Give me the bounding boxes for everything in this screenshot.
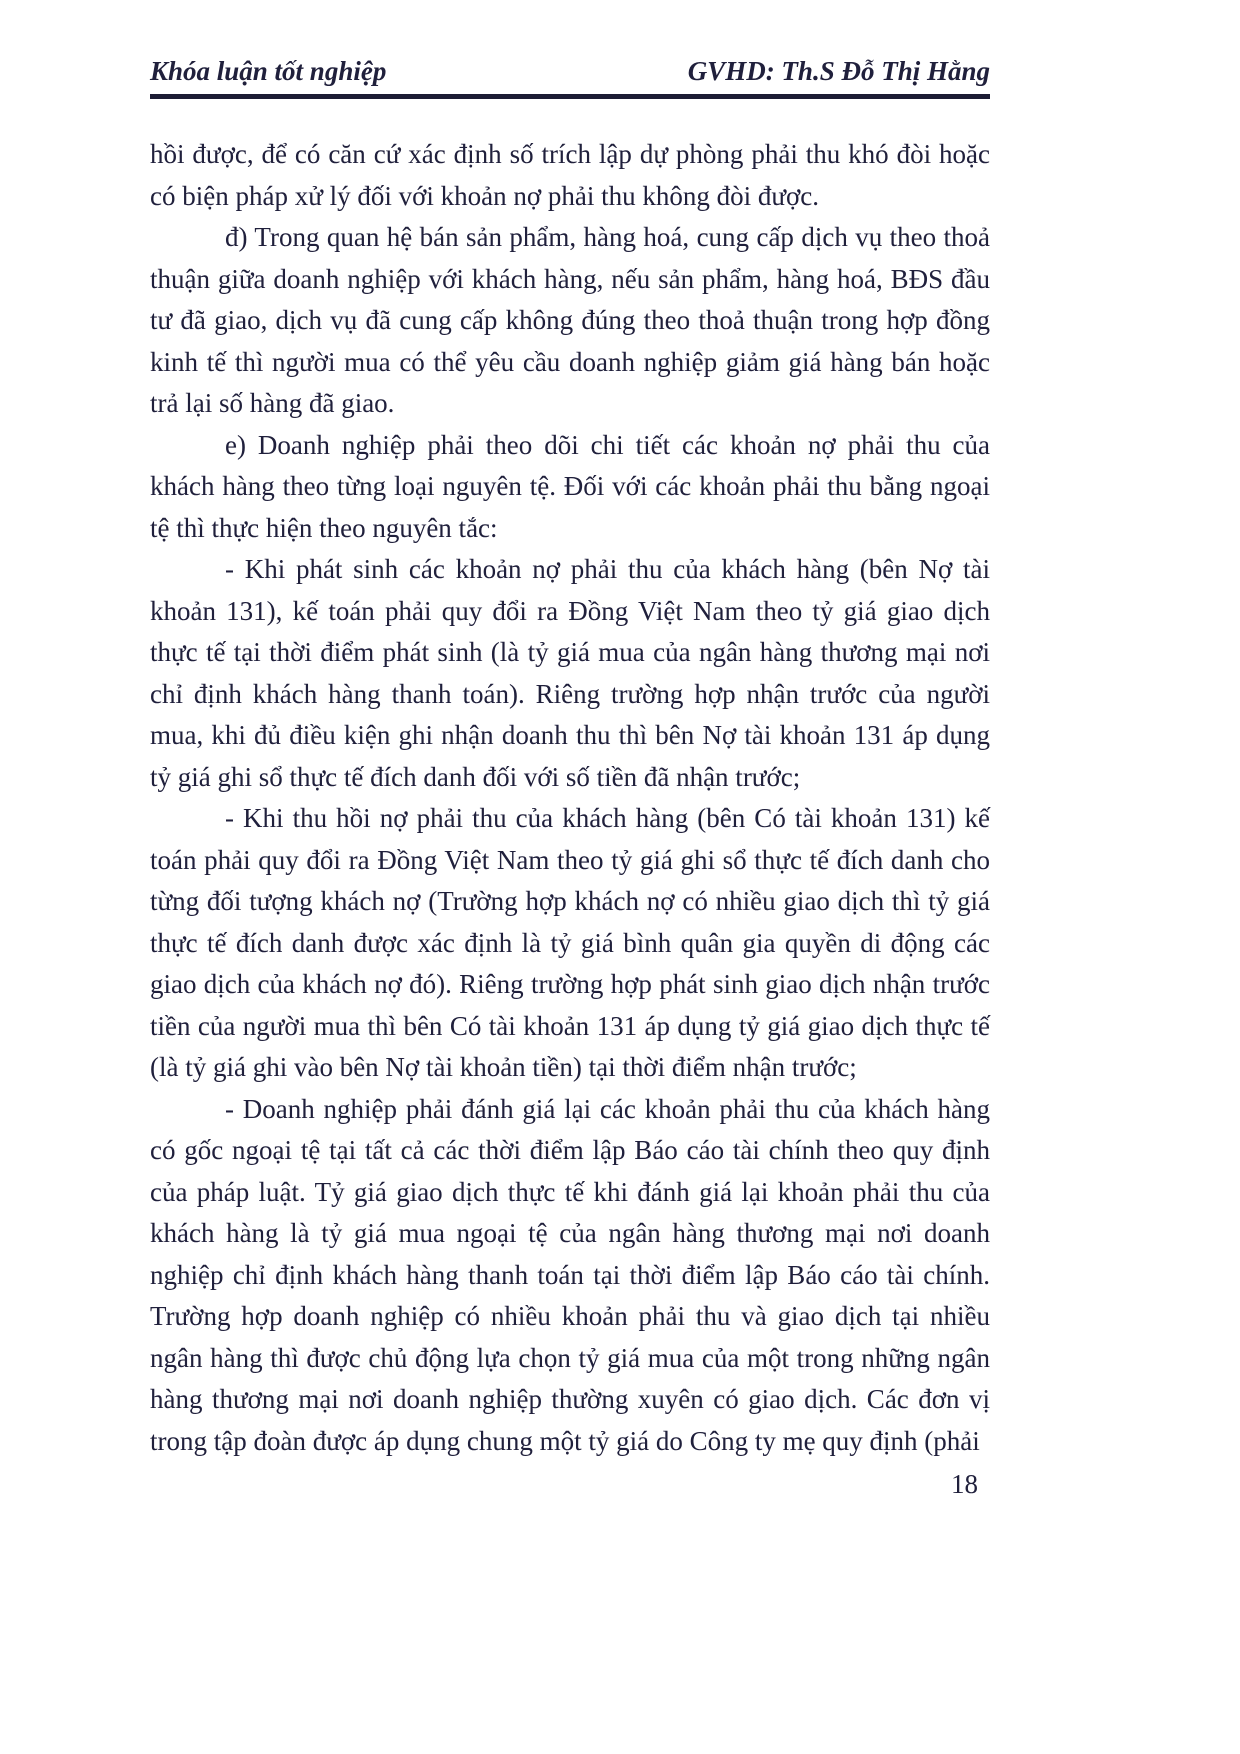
page-footer bbox=[951, 1468, 978, 1500]
paragraph-bullet-1: - Khi phát sinh các khoản nợ phải thu của khách hàng (bên Nợ tài khoản 131), kế toán phải quy đổi ra Đồng Việt Nam theo tỷ giá giao dịch thực tế tại thời điểm phát sinh (là tỷ giá mua của ngân hàng thương mại nơi chỉ định khách hàng thanh toán). Riêng trường hợp nhận trước của người mua, khi đủ điều kiện ghi nhận doanh thu thì bên Nợ tài khoản 131 áp dụng tỷ giá ghi sổ thực tế đích danh đối với số tiền đã nhận trước; bbox=[150, 554, 990, 792]
page-number: 18 bbox=[951, 1469, 978, 1499]
document-body bbox=[150, 134, 990, 1462]
paragraph-continuation: hồi được, để có căn cứ xác định số trích lập dự phòng phải thu khó đòi hoặc có biện pháp xử lý đối với khoản nợ phải thu không đòi được. bbox=[150, 139, 990, 211]
page-header bbox=[150, 55, 990, 87]
paragraph-bullet-2: - Khi thu hồi nợ phải thu của khách hàng (bên Có tài khoản 131) kế toán phải quy đổi ra Đồng Việt Nam theo tỷ giá ghi sổ thực tế đích danh cho từng đối tượng khách nợ (Trường hợp khách nợ có nhiều giao dịch thì tỷ giá thực tế đích danh được xác định là tỷ giá bình quân gia quyền di động các giao dịch của khách nợ đó). Riêng trường hợp phát sinh giao dịch nhận trước tiền của người mua thì bên Có tài khoản 131 áp dụng tỷ giá giao dịch thực tế (là tỷ giá ghi vào bên Nợ tài khoản tiền) tại thời điểm nhận trước; bbox=[150, 803, 990, 1083]
paragraph-bullet-3: - Doanh nghiệp phải đánh giá lại các khoản phải thu của khách hàng có gốc ngoại tệ tại tất cả các thời điểm lập Báo cáo tài chính theo quy định của pháp luật. Tỷ giá giao dịch thực tế khi đánh giá lại khoản phải thu của khách hàng là tỷ giá mua ngoại tệ của ngân hàng thương mại nơi doanh nghiệp chỉ định khách hàng thanh toán tại thời điểm lập Báo cáo tài chính. Trường hợp doanh nghiệp có nhiều khoản phải thu và giao dịch tại nhiều ngân hàng thì được chủ động lựa chọn tỷ giá mua của một trong những ngân hàng thương mại nơi doanh nghiệp thường xuyên có giao dịch. Các đơn vị trong tập đoàn được áp dụng chung một tỷ giá do Công ty mẹ quy định (phải bbox=[150, 1093, 990, 1456]
header-rule bbox=[150, 94, 990, 99]
header-title-right: GVHD: Th.S Đỗ Thị Hằng bbox=[687, 56, 990, 86]
paragraph-item-d: đ) Trong quan hệ bán sản phẩm, hàng hoá, cung cấp dịch vụ theo thoả thuận giữa doanh nghiệp với khách hàng, nếu sản phẩm, hàng hoá, BĐS đầu tư đã giao, dịch vụ đã cung cấp không đúng theo thoả thuận trong hợp đồng kinh tế thì người mua có thể yêu cầu doanh nghiệp giảm giá hàng bán hoặc trả lại số hàng đã giao. bbox=[150, 222, 990, 419]
header-title-left: Khóa luận tốt nghiệp bbox=[150, 56, 387, 86]
paragraph-item-e: e) Doanh nghiệp phải theo dõi chi tiết các khoản nợ phải thu của khách hàng theo từng loại nguyên tệ. Đối với các khoản phải thu bằng ngoại tệ thì thực hiện theo nguyên tắc: bbox=[150, 429, 990, 543]
